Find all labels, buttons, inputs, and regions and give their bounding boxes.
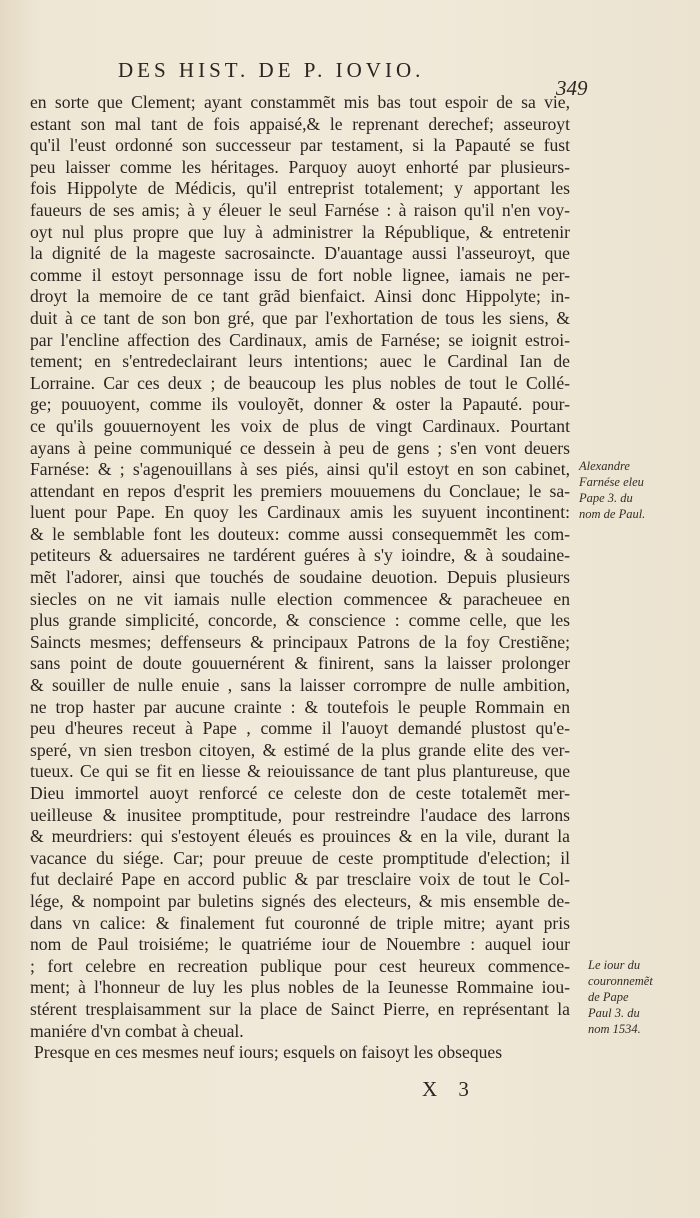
text-line: petiteurs & aduersaires ne tardérent guéres à s'y ioindre, & à soudaine- bbox=[30, 545, 570, 566]
text-line: attendant en repos d'esprit les premiers mouuemens du Conclaue; le sa- bbox=[30, 480, 570, 501]
text-line: ueilleuse & inusitee promptitude, pour restreindre l'audace des larrons bbox=[30, 804, 570, 825]
text-line: stérent tresplaisamment sur la place de Sainct Pierre, en représentant la bbox=[30, 998, 570, 1019]
text-line: comme il estoyt personnage issu de fort noble lignee, iamais ne per- bbox=[30, 264, 570, 285]
text-line: maniére d'vn combat à cheual. bbox=[30, 1020, 244, 1041]
text-line: sans point de doute gouuernérent & finirent, sans la laisser prolonger bbox=[30, 653, 570, 674]
margin-note-line: Le iour du bbox=[588, 958, 641, 972]
body-text bbox=[30, 92, 570, 1064]
text-line: qu'il l'eust ordonné son successeur par testament, si la Papauté se fust bbox=[30, 135, 570, 156]
text-line: fois Hippolyte de Médicis, qu'il entreprist totalement; y apportant les bbox=[30, 178, 570, 199]
text-line: duit à ce tant de son bon gré, que par l'exhortation de tous les siens, & bbox=[30, 307, 570, 328]
text-line: luent pour Pape. En quoy les Cardinaux amis les suyuent incontinent: bbox=[30, 502, 570, 523]
text-line: ce qu'ils gouuernoyent les voix de plus de vingt Cardinaux. Pourtant bbox=[30, 415, 570, 436]
text-line: ; fort celebre en recreation publique pour cest heureux commence- bbox=[30, 955, 570, 976]
text-line: estant son mal tant de fois appaisé,& le reprenant derechef; asseuroyt bbox=[30, 113, 570, 134]
text-line: siecles on ne vit iamais nulle election commencee & paracheuee en bbox=[30, 588, 570, 609]
text-line: vacance du siége. Car; pour preuue de ceste promptitude d'election; il bbox=[30, 847, 570, 868]
text-line: ment; à l'honneur de luy les plus nobles de la Ieunesse Rommaine iou- bbox=[30, 977, 570, 998]
margin-note-line: couronnemẽt bbox=[588, 974, 653, 988]
text-line: ne trop haster par aucune crainte : & toutefois le peuple Rommain en bbox=[30, 696, 570, 717]
margin-note-election bbox=[579, 458, 691, 522]
text-line: lége, & nompoint par buletins signés des electeurs, & mis ensemble de- bbox=[30, 890, 570, 911]
margin-note-coronation bbox=[588, 957, 692, 1037]
margin-note-line: nom 1534. bbox=[588, 1022, 641, 1036]
text-line: droyt la memoire de ce tant grãd bienfaict. Ainsi donc Hippolyte; in- bbox=[30, 286, 570, 307]
text-line: ayans à peine communiqué ce dessein à peu de gens ; s'en vont deuers bbox=[30, 437, 570, 458]
margin-note-line: Alexandre bbox=[579, 459, 630, 473]
text-line: Presque en ces mesmes neuf iours; esquels on faisoyt les obseques bbox=[34, 1042, 503, 1063]
text-line: oyt nul plus propre que luy à administrer la République, & entretenir bbox=[30, 221, 570, 242]
running-head: DES HIST. DE P. IOVIO. bbox=[118, 58, 425, 82]
margin-note-line: Farnése eleu bbox=[579, 475, 644, 489]
text-line: nom de Paul troisiéme; le quatriéme iour de Nouembre : auquel iour bbox=[30, 934, 570, 955]
text-line: peu laisser comme les héritages. Parquoy auoyt enhorté par plusieurs- bbox=[30, 156, 570, 177]
margin-note-line: Paul 3. du bbox=[588, 1006, 640, 1020]
text-line: & meurdriers: qui s'estoyent éleués es prouinces & en la vile, durant la bbox=[30, 826, 570, 847]
text-line: la dignité de la mageste sacrosaincte. D'auantage aussi l'asseuroyt, que bbox=[30, 243, 570, 264]
text-line: tueux. Ce qui se fit en liesse & reiouissance de tant plus plantureuse, que bbox=[30, 761, 570, 782]
text-line: Dieu immortel auoyt renforcé ce celeste don de ceste totalemẽt mer- bbox=[30, 783, 570, 803]
text-line: & souiller de nulle enuie , sans la laisser corrompre de nulle ambition, bbox=[30, 675, 570, 696]
text-line: Lorraine. Car ces deux ; de beaucoup les plus nobles de tout le Collé- bbox=[30, 372, 570, 393]
signature-mark: X 3 bbox=[422, 1077, 477, 1101]
text-line: Saincts mesmes; deffenseurs & principaux Patrons de la foy Crestiẽne; bbox=[30, 631, 570, 652]
text-line: mẽt l'adorer, ainsi que touchés de soudaine deuotion. Depuis plusieurs bbox=[30, 567, 570, 588]
text-line: peu d'heures receut à Pape , comme il l'auoyt demandé plustost qu'e- bbox=[30, 718, 570, 739]
text-line: plus grande simplicité, concorde, & conscience : comme celle, que les bbox=[30, 610, 570, 631]
text-line: & le semblable font les douteux: comme aussi consequemmẽt les com- bbox=[30, 523, 570, 544]
text-line: par l'encline affection des Cardinaux, amis de Farnése; se ioignit estroi- bbox=[30, 329, 570, 350]
margin-note-line: nom de Paul. bbox=[579, 507, 646, 521]
text-line: speré, vn sien tresbon citoyen, & estimé de la plus grande elite des ver- bbox=[30, 739, 570, 760]
margin-note-line: Pape 3. du bbox=[579, 491, 633, 505]
text-line: ge; pouuoyent, comme ils vouloyẽt, donner & oster la Papauté. pour- bbox=[30, 394, 570, 415]
text-line: en sorte que Clement; ayant constammẽt mis bas tout espoir de sa vie, bbox=[30, 92, 570, 112]
text-line: faueurs de ses amis; à y éleuer le seul Farnése : à raison qu'il n'en voy- bbox=[30, 199, 570, 220]
text-line: tement; en s'entredeclairant leurs intentions; auec le Cardinal Ian de bbox=[30, 351, 570, 372]
text-line: fut declairé Pape en accord public & par tresclaire voix de tout le Col- bbox=[30, 869, 570, 890]
page-number: 349 bbox=[556, 76, 588, 100]
text-line: dans vn calice: & finalement fut couronné de triple mitre; ayant pris bbox=[30, 912, 570, 933]
margin-note-line: de Pape bbox=[588, 990, 629, 1004]
text-line: Farnése: & ; s'agenouillans à ses piés, ainsi qu'il estoyt en son cabinet, bbox=[30, 459, 570, 480]
